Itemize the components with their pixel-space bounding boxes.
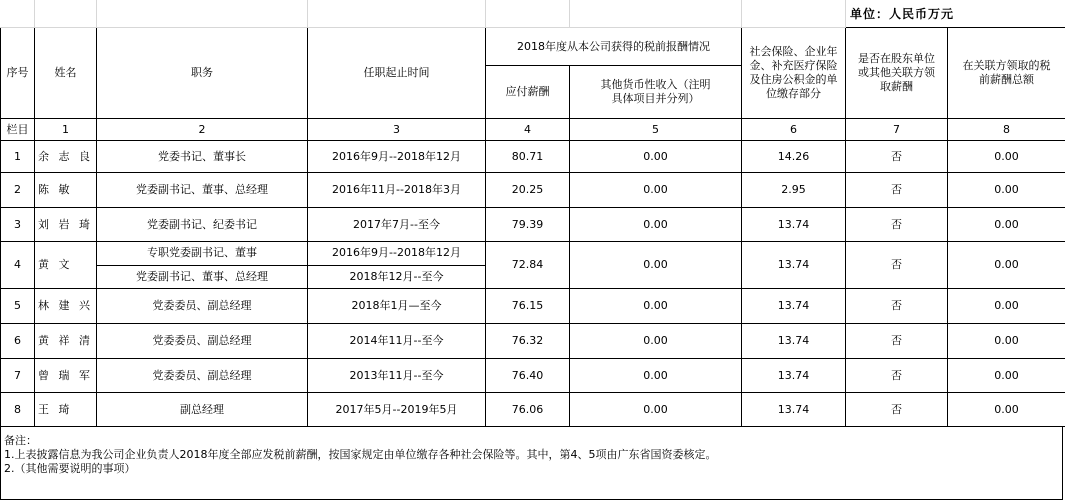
- header-related-total: 在关联方领取的税前薪酬总额: [948, 28, 1065, 119]
- notes-line-2: 2.（其他需要说明的事项）: [4, 462, 136, 475]
- name-cell: 黄 祥 清: [35, 324, 97, 359]
- position-cell: 党委副书记、董事、总经理: [97, 265, 308, 289]
- insurance-cell: 2.95: [742, 173, 846, 208]
- related-party-cell: 否: [846, 393, 948, 427]
- other-income-cell: 0.00: [570, 242, 742, 289]
- name-cell: 陈 敏: [35, 173, 97, 208]
- other-income-cell: 0.00: [570, 141, 742, 173]
- column-index-cell: 8: [948, 119, 1065, 141]
- table-row: [1, 242, 1065, 266]
- term-cell: 2017年5月--2019年5月: [308, 393, 486, 427]
- name-cell: 刘 岩 琦: [35, 208, 97, 242]
- insurance-cell: 13.74: [742, 242, 846, 289]
- other-income-cell: 0.00: [570, 173, 742, 208]
- related-party-cell: 否: [846, 208, 948, 242]
- related-party-cell: 否: [846, 242, 948, 289]
- insurance-cell: 13.74: [742, 324, 846, 359]
- salary-cell: 76.40: [486, 359, 570, 393]
- other-income-cell: 0.00: [570, 359, 742, 393]
- related-party-cell: 否: [846, 289, 948, 324]
- column-index-cell: 2: [97, 119, 308, 141]
- related-party-cell: 否: [846, 359, 948, 393]
- term-cell: 2016年9月--2018年12月: [308, 242, 486, 266]
- term-cell: 2013年11月--至今: [308, 359, 486, 393]
- position-cell: 党委委员、副总经理: [97, 289, 308, 324]
- column-index-cell: 3: [308, 119, 486, 141]
- column-index-cell: 栏目: [1, 119, 35, 141]
- related-total-cell: 0.00: [948, 324, 1065, 359]
- unit-label: 单位：人民币万元: [850, 6, 955, 21]
- term-cell: 2018年1月—至今: [308, 289, 486, 324]
- term-cell: 2018年12月--至今: [308, 265, 486, 289]
- related-total-cell: 0.00: [948, 289, 1065, 324]
- related-total-cell: 0.00: [948, 359, 1065, 393]
- table-row: [1, 289, 1065, 324]
- table-row: [1, 208, 1065, 242]
- position-cell: 党委委员、副总经理: [97, 324, 308, 359]
- position-cell: 党委书记、董事长: [97, 141, 308, 173]
- header-other-income: 其他货币性收入（注明具体项目并分列）: [570, 66, 742, 119]
- insurance-cell: 13.74: [742, 359, 846, 393]
- seq-cell: 6: [1, 324, 35, 359]
- salary-cell: 79.39: [486, 208, 570, 242]
- header-related-party: 是否在股东单位或其他关联方领取薪酬: [846, 28, 948, 119]
- header-position: 职务: [97, 28, 308, 119]
- name-cell: 余 志 良: [35, 141, 97, 173]
- term-cell: 2016年9月--2018年12月: [308, 141, 486, 173]
- column-index-cell: 6: [742, 119, 846, 141]
- related-party-cell: 否: [846, 324, 948, 359]
- table-row: [1, 173, 1065, 208]
- salary-cell: 76.32: [486, 324, 570, 359]
- name-cell: 黄 文: [35, 242, 97, 289]
- name-cell: 林 建 兴: [35, 289, 97, 324]
- related-total-cell: 0.00: [948, 242, 1065, 289]
- column-index-cell: 5: [570, 119, 742, 141]
- other-income-cell: 0.00: [570, 393, 742, 427]
- column-index-row: [1, 119, 1065, 141]
- notes-title: 备注：: [4, 434, 37, 447]
- header-name: 姓名: [35, 28, 97, 119]
- related-total-cell: 0.00: [948, 173, 1065, 208]
- seq-cell: 1: [1, 141, 35, 173]
- related-total-cell: 0.00: [948, 141, 1065, 173]
- salary-cell: 76.06: [486, 393, 570, 427]
- notes-section: [0, 426, 1063, 500]
- table-row: [1, 359, 1065, 393]
- related-party-cell: 否: [846, 173, 948, 208]
- unit-row: [1, 0, 1065, 28]
- seq-cell: 5: [1, 289, 35, 324]
- header-social-insurance: 社会保险、企业年金、补充医疗保险及住房公积金的单位缴存部分: [742, 28, 846, 119]
- position-cell: 专职党委副书记、董事: [97, 242, 308, 266]
- table-row: [1, 393, 1065, 427]
- header-seq: 序号: [1, 28, 35, 119]
- insurance-cell: 13.74: [742, 393, 846, 427]
- seq-cell: 4: [1, 242, 35, 289]
- other-income-cell: 0.00: [570, 208, 742, 242]
- name-cell: 王 琦: [35, 393, 97, 427]
- related-total-cell: 0.00: [948, 393, 1065, 427]
- position-cell: 党委副书记、董事、总经理: [97, 173, 308, 208]
- position-cell: 副总经理: [97, 393, 308, 427]
- table-row: [1, 141, 1065, 173]
- header-payable-salary: 应付薪酬: [486, 66, 570, 119]
- position-cell: 党委委员、副总经理: [97, 359, 308, 393]
- insurance-cell: 14.26: [742, 141, 846, 173]
- salary-cell: 80.71: [486, 141, 570, 173]
- name-cell: 曾 瑞 军: [35, 359, 97, 393]
- column-index-cell: 1: [35, 119, 97, 141]
- term-cell: 2016年11月--2018年3月: [308, 173, 486, 208]
- table-row: [1, 324, 1065, 359]
- header-salary-group: 2018年度从本公司获得的税前报酬情况: [486, 28, 742, 66]
- insurance-cell: 13.74: [742, 208, 846, 242]
- term-cell: 2014年11月--至今: [308, 324, 486, 359]
- header-row-1: [1, 28, 1065, 66]
- position-cell: 党委副书记、纪委书记: [97, 208, 308, 242]
- salary-cell: 72.84: [486, 242, 570, 289]
- header-term: 任职起止时间: [308, 28, 486, 119]
- notes-line-1: 1.上表披露信息为我公司企业负责人2018年度全部应发税前薪酬，按国家规定由单位缴存各种社会保险等。其中，第4、5项由广东省国资委核定。: [4, 448, 717, 461]
- insurance-cell: 13.74: [742, 289, 846, 324]
- term-cell: 2017年7月--至今: [308, 208, 486, 242]
- seq-cell: 3: [1, 208, 35, 242]
- related-total-cell: 0.00: [948, 208, 1065, 242]
- seq-cell: 8: [1, 393, 35, 427]
- seq-cell: 2: [1, 173, 35, 208]
- other-income-cell: 0.00: [570, 324, 742, 359]
- column-index-cell: 7: [846, 119, 948, 141]
- related-party-cell: 否: [846, 141, 948, 173]
- column-index-cell: 4: [486, 119, 570, 141]
- salary-cell: 20.25: [486, 173, 570, 208]
- salary-cell: 76.15: [486, 289, 570, 324]
- seq-cell: 7: [1, 359, 35, 393]
- other-income-cell: 0.00: [570, 289, 742, 324]
